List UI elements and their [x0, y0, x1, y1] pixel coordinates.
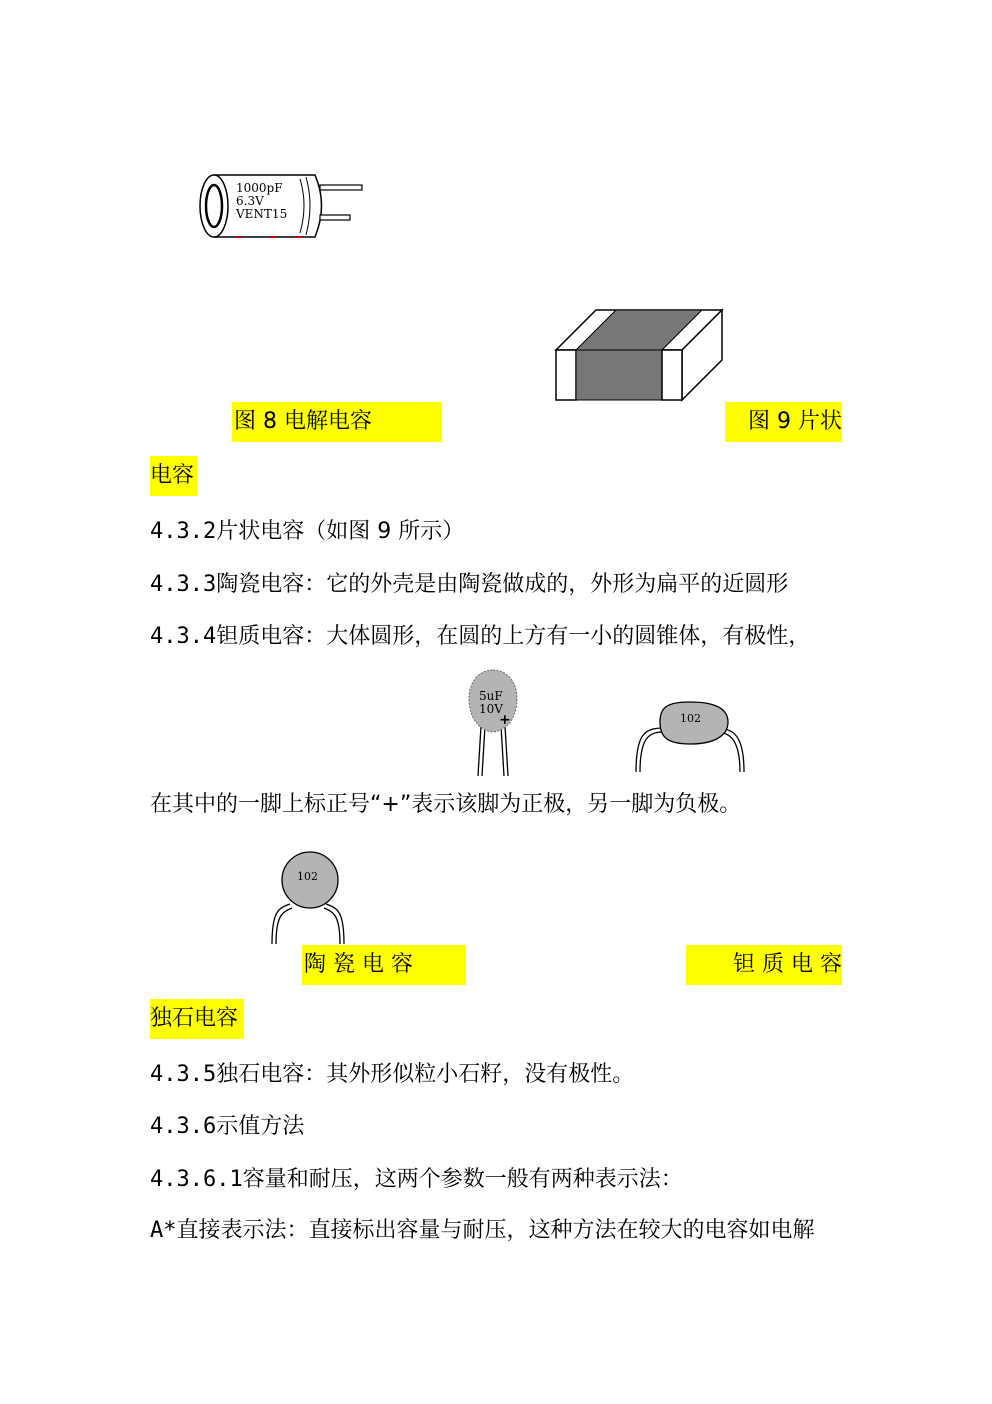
paragraph-4-3-4: 4.3.4钽质电容：大体圆形，在圆的上方有一小的圆锥体，有极性，	[150, 624, 811, 649]
caption-fig8: 图 8 电解电容	[232, 402, 442, 442]
electrolytic-label-1: 1000pF	[236, 181, 283, 195]
caption-ceramic: 陶 瓷 电 容	[302, 945, 466, 985]
ceramic-left-label: 102	[297, 870, 318, 883]
tantalum-plus-mark: +	[499, 712, 511, 728]
tantalum-capacitor-figure	[465, 668, 525, 778]
electrolytic-label-3: VENT15	[236, 207, 288, 221]
electrolytic-capacitor-figure	[190, 165, 370, 245]
paragraph-4-3-4-continued: 在其中的一脚上标正号“+”表示该脚为正极，另一脚为负极。	[150, 792, 742, 817]
caption-fig9: 图 9 片状	[725, 402, 842, 442]
ceramic-capacitor-figure-left	[268, 848, 352, 946]
caption-monolithic: 独石电容	[150, 999, 244, 1039]
electrolytic-label-2: 6.3V	[236, 194, 264, 208]
paragraph-4-3-6: 4.3.6示值方法	[150, 1114, 305, 1139]
paragraph-4-3-5: 4.3.5独石电容：其外形似粒小石籽，没有极性。	[150, 1062, 635, 1087]
caption-tantalum: 钽 质 电 容	[686, 945, 842, 985]
paragraph-4-3-6-1: 4.3.6.1容量和耐压，这两个参数一般有两种表示法：	[150, 1167, 683, 1192]
ceramic-capacitor-figure-right	[628, 692, 754, 772]
chip-capacitor-figure	[554, 308, 726, 402]
caption-fig9-continued: 电容	[150, 456, 197, 496]
paragraph-4-3-3: 4.3.3陶瓷电容：它的外壳是由陶瓷做成的，外形为扁平的近圆形	[150, 572, 789, 597]
paragraph-a-direct-notation: A*直接表示法：直接标出容量与耐压，这种方法在较大的电容如电解	[150, 1218, 815, 1243]
ceramic-right-label: 102	[680, 712, 701, 725]
tantalum-label-2: 10V	[479, 702, 503, 716]
tantalum-label-1: 5uF	[479, 689, 503, 703]
paragraph-4-3-2: 4.3.2片状电容（如图 9 所示）	[150, 519, 465, 544]
